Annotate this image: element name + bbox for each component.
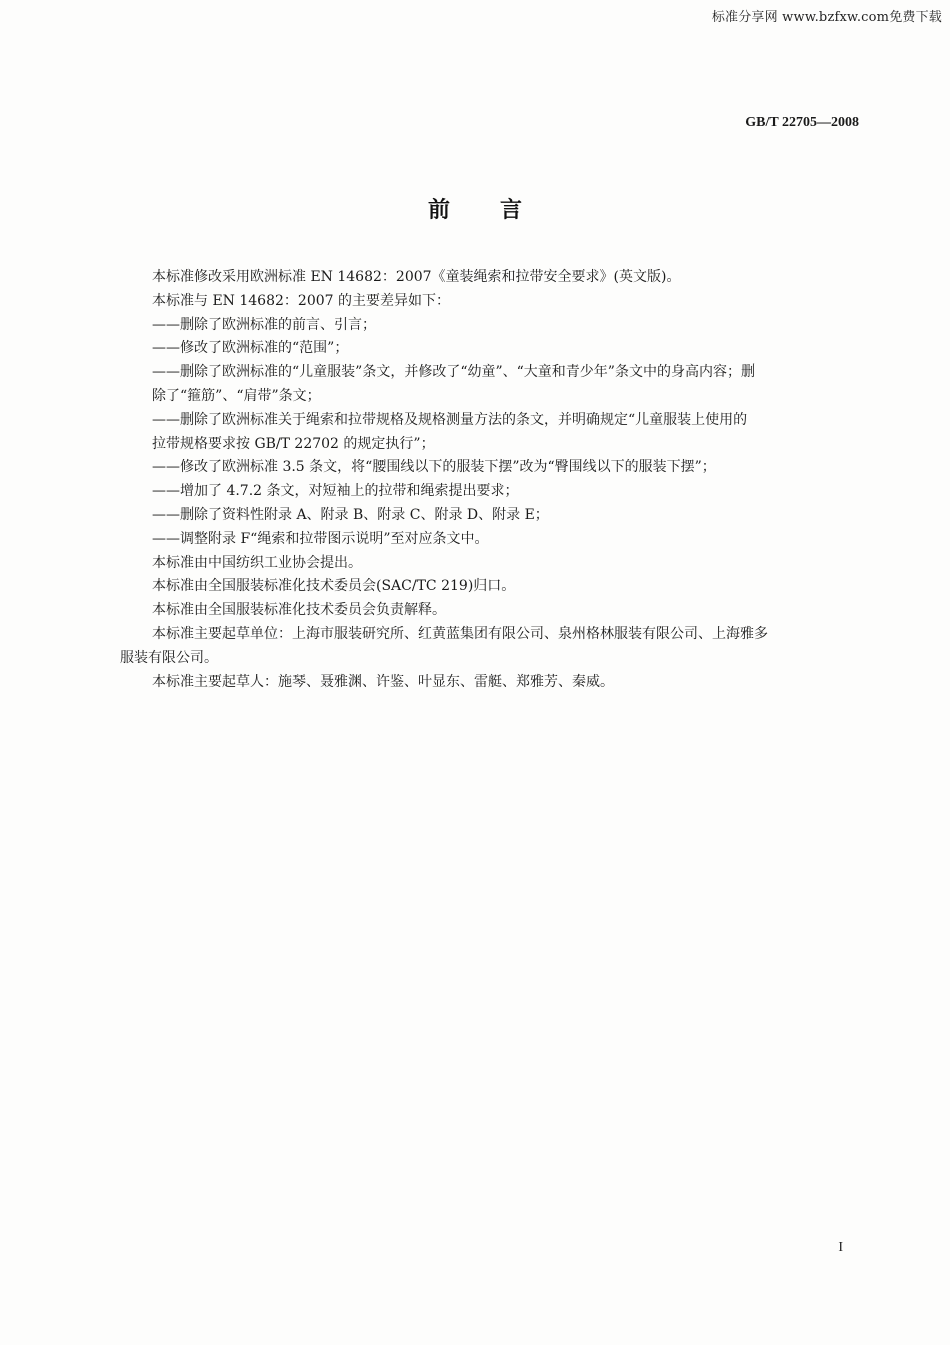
paragraph-drafters: 本标准主要起草人：施琴、聂雅渊、许鉴、叶显东、雷艇、郑雅芳、秦威。 — [152, 673, 614, 690]
difference-item: ——删除了欧洲标准关于绳索和拉带规格及规格测量方法的条文，并明确规定“儿童服装上使用的 — [152, 411, 748, 428]
paragraph-interpretation: 本标准由全国服装标准化技术委员会负责解释。 — [152, 602, 446, 619]
difference-item: ——删除了欧洲标准的“儿童服装”条文，并修改了“幼童”、“大童和青少年”条文中的身高内容；删 — [152, 364, 755, 381]
paragraph-centralized: 本标准由全国服装标准化技术委员会(SAC/TC 219)归口。 — [152, 578, 516, 595]
difference-item: ——调整附录 F“绳索和拉带图示说明”至对应条文中。 — [152, 530, 489, 547]
difference-item: ——删除了资料性附录 A、附录 B、附录 C、附录 D、附录 E； — [152, 506, 549, 523]
standard-number: GB/T 22705—2008 — [745, 115, 859, 130]
page-number: I — [838, 1240, 843, 1255]
difference-item: ——增加了 4.7.2 条文，对短袖上的拉带和绳索提出要求； — [152, 483, 519, 500]
foreword-body — [120, 266, 855, 694]
paragraph-proposer: 本标准由中国纺织工业协会提出。 — [152, 554, 362, 571]
watermark-text: 标准分享网 www.bzfxw.com免费下载 — [711, 10, 942, 25]
paragraph-adoption: 本标准修改采用欧洲标准 EN 14682：2007《童装绳索和拉带安全要求》(英文版)。 — [152, 269, 681, 285]
page-title: 前言 — [427, 198, 572, 223]
paragraph-drafting-units: 本标准主要起草单位：上海市服装研究所、红黄蓝集团有限公司、泉州格林服装有限公司、上海雅多 — [152, 625, 768, 642]
difference-item-continuation: 拉带规格要求按 GB/T 22702 的规定执行”； — [152, 435, 435, 452]
difference-item-continuation: 除了“箍筋”、“肩带”条文； — [152, 387, 321, 404]
difference-item: ——修改了欧洲标准的“范围”； — [152, 340, 349, 357]
paragraph-differences-intro: 本标准与 EN 14682：2007 的主要差异如下： — [152, 292, 450, 309]
difference-item: ——删除了欧洲标准的前言、引言； — [152, 316, 376, 333]
difference-item: ——修改了欧洲标准 3.5 条文，将“腰围线以下的服装下摆”改为“臀围线以下的服装下摆”； — [152, 459, 716, 476]
paragraph-drafting-units-continuation: 服装有限公司。 — [120, 649, 218, 666]
